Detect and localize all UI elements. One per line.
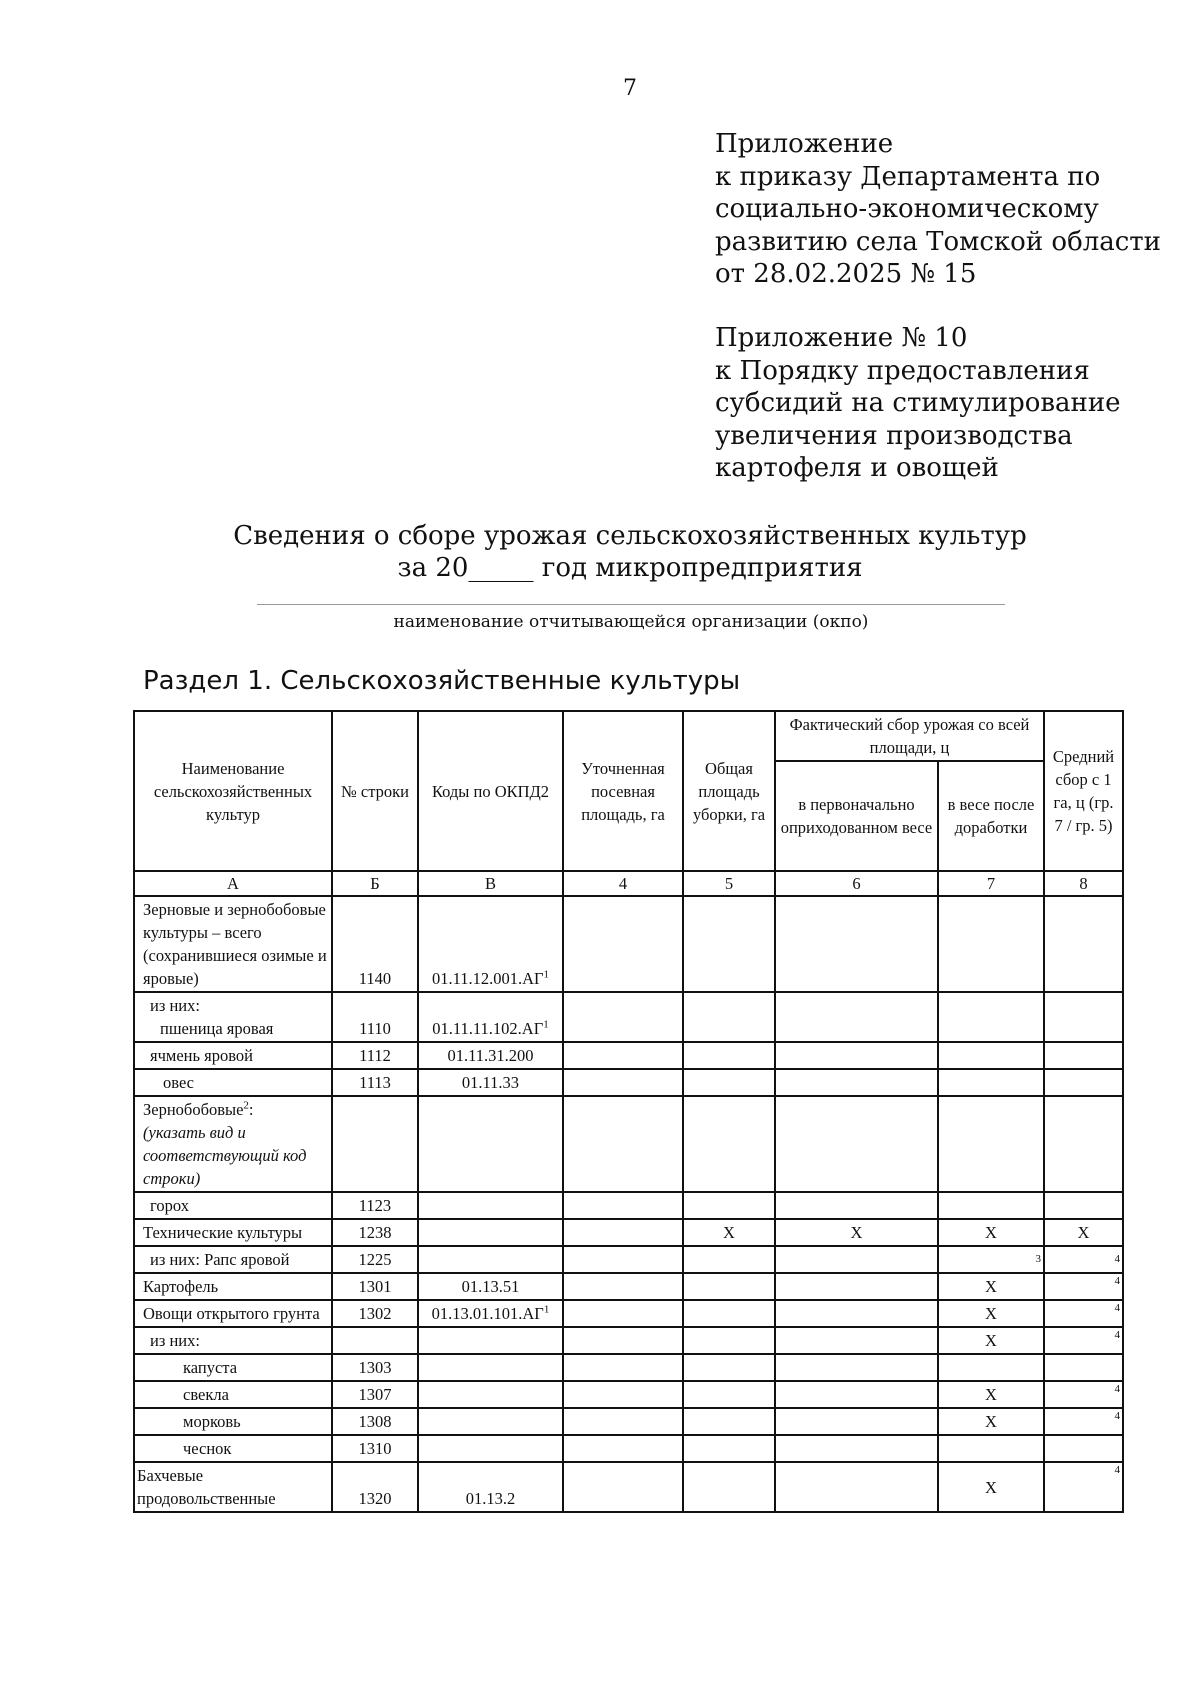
header-initial-weight: в первоначально оприходованном весе [775, 761, 938, 871]
footnote-mark: 4 [1044, 1273, 1123, 1300]
harvest-area-cell[interactable] [683, 896, 775, 992]
appendix-line: социально-экономическому [715, 194, 1099, 224]
table-row [134, 992, 1123, 1042]
appendix-line: к Порядку предоставления [715, 355, 1090, 386]
appendix-line: развитию села Томской области [715, 226, 1162, 257]
harvest-area-cell[interactable] [683, 992, 775, 1042]
table-row [134, 1069, 1123, 1096]
footnote-mark: 4 [1044, 1408, 1123, 1435]
after-processing-cell[interactable] [938, 1096, 1044, 1192]
initial-weight-cell[interactable] [775, 1354, 938, 1381]
table-row [134, 1246, 1123, 1273]
after-processing-cell: X [938, 1408, 1044, 1435]
appendix-line: субсидий на стимулирование [715, 388, 1121, 418]
sown-area-cell[interactable] [563, 1096, 683, 1192]
header-sown-area: Уточненная посевная площадь, га [563, 711, 683, 871]
harvest-area-cell[interactable] [683, 1273, 775, 1300]
footnote-mark: 3 [938, 1246, 1044, 1273]
column-letter: 5 [683, 871, 775, 896]
column-letter: А [134, 871, 332, 896]
appendix-line: Приложение [715, 129, 894, 159]
sown-area-cell[interactable] [563, 1327, 683, 1354]
sown-area-cell[interactable] [563, 1462, 683, 1512]
after-processing-cell: X [938, 1219, 1044, 1246]
table-row [134, 1096, 1123, 1192]
title-line-1: Сведения о сборе урожая сельскохозяйственных культур [233, 521, 1027, 551]
column-letter-row [134, 871, 1123, 896]
average-yield-cell: X [1044, 1219, 1123, 1246]
initial-weight-cell[interactable] [775, 1096, 938, 1192]
sown-area-cell[interactable] [563, 896, 683, 992]
table-row [134, 1462, 1123, 1512]
row-number [332, 1096, 418, 1192]
okpd2-code: 01.11.31.200 [418, 1042, 563, 1069]
sown-area-cell[interactable] [563, 992, 683, 1042]
crop-name: ячмень яровой [134, 1042, 332, 1069]
crop-name: Технические культуры [134, 1219, 332, 1246]
sown-area-cell[interactable] [563, 1354, 683, 1381]
average-yield-cell[interactable] [1044, 1435, 1123, 1462]
sown-area-cell[interactable] [563, 1381, 683, 1408]
crop-name: капуста [134, 1354, 332, 1381]
sown-area-cell[interactable] [563, 1300, 683, 1327]
column-letter: Б [332, 871, 418, 896]
after-processing-cell: X [938, 1381, 1044, 1408]
after-processing-cell[interactable] [938, 1435, 1044, 1462]
after-processing-cell: X [938, 1462, 1044, 1512]
harvest-area-cell[interactable] [683, 1246, 775, 1273]
page-number: 7 [623, 76, 637, 101]
after-processing-cell[interactable] [938, 1354, 1044, 1381]
appendix-block-procedure [715, 322, 1121, 485]
column-letter: 7 [938, 871, 1044, 896]
table-row [134, 1042, 1123, 1069]
initial-weight-cell[interactable] [775, 992, 938, 1042]
table-row [134, 1219, 1123, 1246]
okpd2-code: 01.13.2 [418, 1462, 563, 1512]
header-after-processing: в весе после доработки [938, 761, 1044, 871]
initial-weight-cell: X [775, 1219, 938, 1246]
row-number: 1303 [332, 1354, 418, 1381]
harvest-area-cell[interactable] [683, 1042, 775, 1069]
crop-name: свекла [134, 1381, 332, 1408]
average-yield-cell[interactable] [1044, 896, 1123, 992]
row-number: 1320 [332, 1462, 418, 1512]
average-yield-cell[interactable] [1044, 992, 1123, 1042]
column-letter: 4 [563, 871, 683, 896]
column-letter: В [418, 871, 563, 896]
table-row [134, 1273, 1123, 1300]
row-number: 1113 [332, 1069, 418, 1096]
crop-name: из них: пшеница яровая [134, 992, 332, 1042]
after-processing-cell: X [938, 1273, 1044, 1300]
column-letter: 8 [1044, 871, 1123, 896]
appendix-block-order [715, 128, 1161, 291]
harvest-area-cell[interactable] [683, 1192, 775, 1219]
harvest-table [133, 710, 1124, 1513]
average-yield-cell[interactable] [1044, 1096, 1123, 1192]
row-number: 1110 [332, 992, 418, 1042]
initial-weight-cell[interactable] [775, 896, 938, 992]
crop-name: Зерновые и зернобобовые культуры – всего (сохранившиеся озимые и яровые) [134, 896, 332, 992]
appendix-line: увеличения производства [715, 420, 1073, 451]
initial-weight-cell[interactable] [775, 1069, 938, 1096]
crop-name: горох [134, 1192, 332, 1219]
harvest-area-cell[interactable] [683, 1435, 775, 1462]
harvest-area-cell[interactable] [683, 1069, 775, 1096]
sown-area-cell[interactable] [563, 1246, 683, 1273]
sown-area-cell[interactable] [563, 1192, 683, 1219]
header-average-yield: Средний сбор с 1 га, ц (гр. 7 / гр. 5) [1044, 711, 1123, 871]
crop-name: Овощи открытого грунта [134, 1300, 332, 1327]
okpd2-code [418, 1354, 563, 1381]
crop-name: чеснок [134, 1435, 332, 1462]
table-row [134, 1408, 1123, 1435]
okpd2-code [418, 1327, 563, 1354]
initial-weight-cell[interactable] [775, 1381, 938, 1408]
okpd2-code: $01.11.12.001.АГ^1$ [418, 896, 563, 992]
initial-weight-cell[interactable] [775, 1300, 938, 1327]
row-number: 1140 [332, 896, 418, 992]
header-okpd2-codes: Коды по ОКПД2 [418, 711, 563, 871]
after-processing-cell[interactable] [938, 1042, 1044, 1069]
harvest-area-cell[interactable] [683, 1408, 775, 1435]
column-letter: 6 [775, 871, 938, 896]
okpd2-code [418, 1246, 563, 1273]
initial-weight-cell[interactable] [775, 1462, 938, 1512]
table-row [134, 1381, 1123, 1408]
crop-name: Картофель [134, 1273, 332, 1300]
footnote-mark: 4 [1044, 1462, 1123, 1512]
after-processing-cell: X [938, 1300, 1044, 1327]
okpd2-code [418, 1381, 563, 1408]
sown-area-cell[interactable] [563, 1219, 683, 1246]
sown-area-cell[interactable] [563, 1069, 683, 1096]
footnote-mark: 4 [1044, 1381, 1123, 1408]
initial-weight-cell[interactable] [775, 1327, 938, 1354]
footnote-mark: 4 [1044, 1300, 1123, 1327]
row-number: 1302 [332, 1300, 418, 1327]
appendix-line: к приказу Департамента по [715, 161, 1101, 192]
document-title [0, 520, 1200, 584]
harvest-area-cell: X [683, 1219, 775, 1246]
header-harvest-area: Общая площадь уборки, га [683, 711, 775, 871]
after-processing-cell[interactable] [938, 1192, 1044, 1219]
table-row [134, 1300, 1123, 1327]
okpd2-code [418, 1192, 563, 1219]
row-number: 1123 [332, 1192, 418, 1219]
table-row [134, 1327, 1123, 1354]
row-number: 1112 [332, 1042, 418, 1069]
row-number [332, 1327, 418, 1354]
initial-weight-cell[interactable] [775, 1042, 938, 1069]
crop-name: из них: Рапс яровой [134, 1246, 332, 1273]
harvest-area-cell[interactable] [683, 1381, 775, 1408]
okpd2-code: 01.13.51 [418, 1273, 563, 1300]
title-line-2: за 20_____ год микропредприятия [397, 553, 863, 583]
okpd2-code [418, 1435, 563, 1462]
okpd2-code [418, 1408, 563, 1435]
table-row [134, 896, 1123, 992]
initial-weight-cell[interactable] [775, 1408, 938, 1435]
after-processing-cell[interactable] [938, 896, 1044, 992]
header-row-number: № строки [332, 711, 418, 871]
average-yield-cell[interactable] [1044, 1042, 1123, 1069]
harvest-area-cell[interactable] [683, 1300, 775, 1327]
okpd2-code: 01.11.33 [418, 1069, 563, 1096]
row-number: 1225 [332, 1246, 418, 1273]
crop-name: Бахчевые продовольственные [134, 1462, 332, 1512]
initial-weight-cell[interactable] [775, 1435, 938, 1462]
after-processing-cell[interactable] [938, 1069, 1044, 1096]
average-yield-cell[interactable] [1044, 1069, 1123, 1096]
harvest-area-cell[interactable] [683, 1096, 775, 1192]
okpd2-code: $01.11.11.102.АГ^1$ [418, 992, 563, 1042]
row-number: 1301 [332, 1273, 418, 1300]
initial-weight-cell[interactable] [775, 1192, 938, 1219]
section-heading: Раздел 1. Сельскохозяйственные культуры [143, 666, 741, 696]
row-number: 1310 [332, 1435, 418, 1462]
row-number: 1307 [332, 1381, 418, 1408]
sown-area-cell[interactable] [563, 1042, 683, 1069]
row-number: 1308 [332, 1408, 418, 1435]
footnote-mark: 4 [1044, 1327, 1123, 1354]
harvest-area-cell[interactable] [683, 1327, 775, 1354]
crop-name: овес [134, 1069, 332, 1096]
after-processing-cell: X [938, 1327, 1044, 1354]
sown-area-cell[interactable] [563, 1435, 683, 1462]
table-row [134, 1192, 1123, 1219]
average-yield-cell[interactable] [1044, 1354, 1123, 1381]
initial-weight-cell[interactable] [775, 1273, 938, 1300]
header-crop-name: Наименование сельскохозяйственных культур [134, 711, 332, 871]
crop-name: из них: [134, 1327, 332, 1354]
organization-name-line [257, 604, 1005, 605]
initial-weight-cell[interactable] [775, 1246, 938, 1273]
okpd2-code [418, 1096, 563, 1192]
appendix-line: Приложение № 10 [715, 323, 968, 353]
crop-name: Зернобобовые$^2$: (указать вид и соответствующий код строки) [134, 1096, 332, 1192]
average-yield-cell[interactable] [1044, 1192, 1123, 1219]
harvest-area-cell[interactable] [683, 1462, 775, 1512]
sown-area-cell[interactable] [563, 1273, 683, 1300]
appendix-line: картофеля и овощей [715, 453, 999, 483]
harvest-area-cell[interactable] [683, 1354, 775, 1381]
appendix-line: от 28.02.2025 № 15 [715, 259, 977, 289]
table-row [134, 1435, 1123, 1462]
sown-area-cell[interactable] [563, 1408, 683, 1435]
crop-name: морковь [134, 1408, 332, 1435]
after-processing-cell[interactable] [938, 992, 1044, 1042]
row-number: 1238 [332, 1219, 418, 1246]
header-actual-harvest: Фактический сбор урожая со всей площади, ц [775, 711, 1044, 761]
table-row [134, 1354, 1123, 1381]
footnote-mark: 4 [1044, 1246, 1123, 1273]
organization-name-caption: наименование отчитывающейся организации (окпо) [393, 612, 869, 632]
okpd2-code [418, 1219, 563, 1246]
okpd2-code: $01.13.01.101.АГ^1$ [418, 1300, 563, 1327]
